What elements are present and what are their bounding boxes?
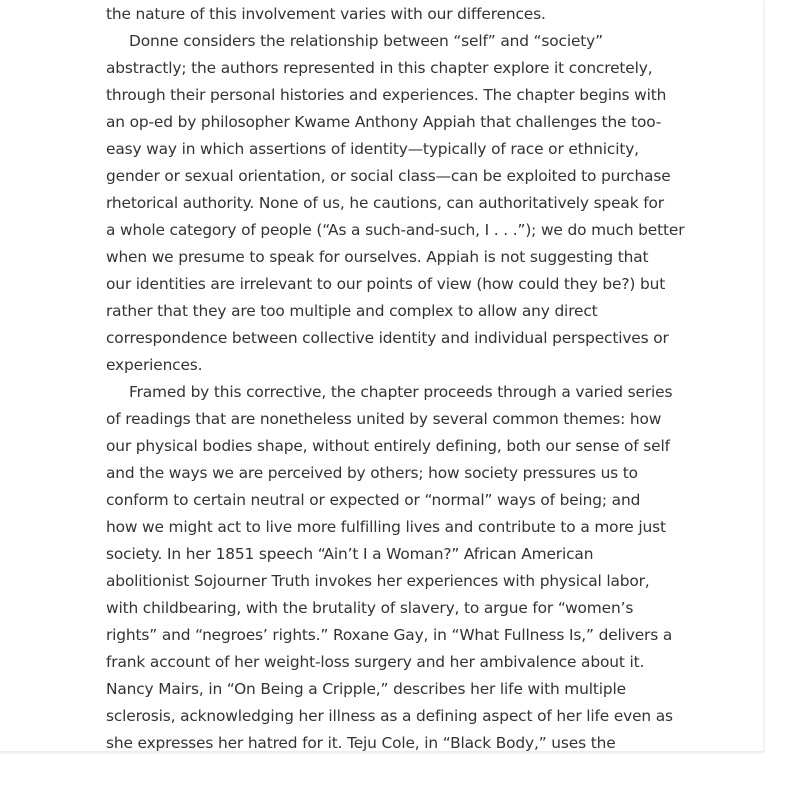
text-line: when we presume to speak for ourselves. Appiah is not suggesting that [106,248,649,266]
text-line: rather that they are too multiple and complex to allow any direct [106,302,598,320]
text-line: and the ways we are perceived by others; how society pressures us to [106,464,638,482]
paragraph-start-line: Framed by this corrective, the chapter proceeds through a varied series [129,383,673,401]
text-line: rights” and “negroes’ rights.” Roxane Gay, in “What Fullness Is,” delivers a [106,626,673,644]
text-line: our identities are irrelevant to our points of view (how could they be?) but [106,275,666,293]
text-line: easy way in which assertions of identity—typically of race or ethnicity, [106,140,639,158]
text-line: gender or sexual orientation, or social class—can be exploited to purchase [106,167,671,185]
text-line: she expresses her hatred for it. Teju Cole, in “Black Body,” uses the [106,734,616,752]
text-line: rhetorical authority. None of us, he cautions, can authoritatively speak for [106,194,664,212]
text-line: the nature of this involvement varies with our differences. [106,5,546,23]
text-line: an op-ed by philosopher Kwame Anthony Appiah that challenges the too- [106,113,662,131]
text-line: how we might act to live more fulfilling lives and contribute to a more just [106,518,666,536]
text-line: Nancy Mairs, in “On Being a Cripple,” describes her life with multiple [106,680,626,698]
text-line: society. In her 1851 speech “Ain’t I a Woman?” African American [106,545,594,563]
text-line: conform to certain neutral or expected or “normal” ways of being; and [106,491,641,509]
text-line: sclerosis, acknowledging her illness as a defining aspect of her life even as [106,707,673,725]
text-line: abstractly; the authors represented in this chapter explore it concretely, [106,59,653,77]
text-line: a whole category of people (“As a such-and-such, I . . .”); we do much better [106,221,685,239]
text-line: experiences. [106,356,203,374]
text-line: through their personal histories and experiences. The chapter begins with [106,86,667,104]
text-line: our physical bodies shape, without entirely defining, both our sense of self [106,437,670,455]
text-line: with childbearing, with the brutality of slavery, to argue for “women’s [106,599,634,617]
text-line: of readings that are nonetheless united by several common themes: how [106,410,662,428]
document-text [106,1,685,752]
text-line: frank account of her weight-loss surgery and her ambivalence about it. [106,653,645,671]
text-line: correspondence between collective identity and individual perspectives or [106,329,669,347]
paragraph-start-line: Donne considers the relationship between “self” and “society” [129,32,603,50]
text-line: abolitionist Sojourner Truth invokes her experiences with physical labor, [106,572,650,590]
